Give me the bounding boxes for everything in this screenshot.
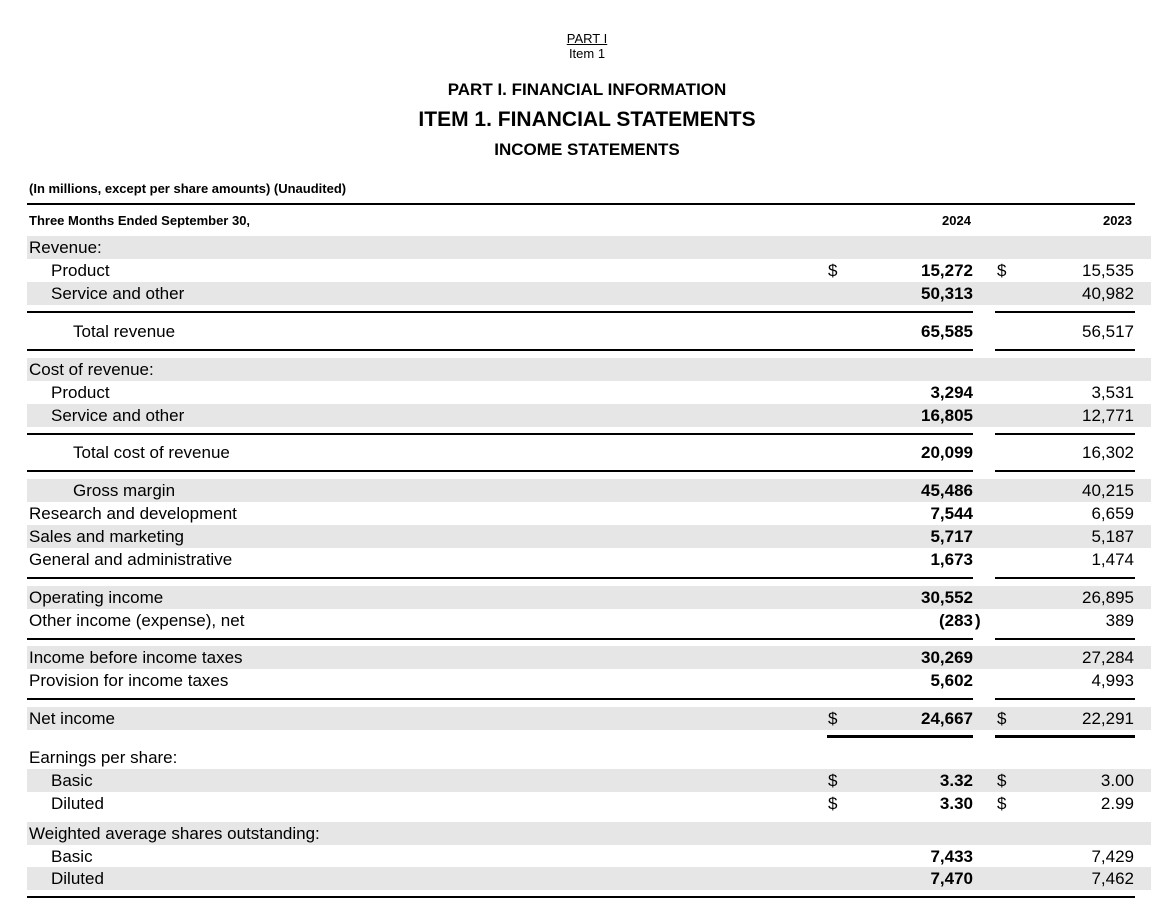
dollar-sign: $ [997, 794, 1007, 813]
row-eps-header [27, 746, 1151, 769]
rule [995, 698, 1135, 700]
value-2024: 5,602 [930, 671, 973, 690]
rule [27, 638, 973, 640]
dollar-sign: $ [997, 771, 1007, 790]
rule [995, 311, 1135, 313]
value-2024: 7,544 [930, 504, 973, 523]
units-note: (In millions, except per share amounts) (Unaudited) [29, 181, 347, 196]
row-label: Weighted average shares outstanding: [29, 824, 320, 843]
row-provision-taxes [27, 669, 1151, 692]
row-label: Other income (expense), net [29, 611, 245, 630]
row-label: Total cost of revenue [73, 443, 230, 462]
row-label: Earnings per share: [29, 748, 178, 767]
row-label: Product [51, 261, 110, 280]
row-label: Provision for income taxes [29, 671, 229, 690]
row-other-income [27, 609, 1151, 632]
part-label: PART I [566, 31, 608, 46]
value-2023: 1,474 [1091, 550, 1134, 569]
double-rule [827, 735, 973, 738]
dollar-sign: $ [828, 771, 838, 790]
value-2024: 45,486 [921, 481, 973, 500]
row-general-administrative [27, 548, 1151, 571]
row-label: Sales and marketing [29, 527, 184, 546]
row-label: Net income [29, 709, 115, 728]
dollar-sign: $ [828, 709, 838, 728]
row-label: Basic [51, 847, 93, 866]
row-eps-diluted [27, 792, 1151, 815]
row-cost-header [27, 358, 1151, 381]
value-2023: 56,517 [1082, 322, 1134, 341]
value-2023: 3.00 [1100, 771, 1134, 790]
value-2023: 3,531 [1091, 383, 1134, 402]
value-2023: 26,895 [1082, 588, 1134, 607]
double-rule [995, 735, 1135, 738]
row-label: Cost of revenue: [29, 360, 154, 379]
value-2023: 16,302 [1082, 443, 1134, 462]
row-shares-basic [27, 845, 1151, 868]
row-shares-header [27, 822, 1151, 845]
row-label: Service and other [51, 406, 185, 425]
rule [27, 349, 973, 351]
row-revenue-service [27, 282, 1151, 305]
row-label: Revenue: [29, 238, 102, 257]
value-2023: 40,982 [1082, 284, 1134, 303]
value-2024: 20,099 [921, 443, 973, 462]
row-label: Gross margin [73, 481, 176, 500]
rule-bottom [27, 896, 1135, 898]
row-total-revenue [27, 320, 1151, 343]
value-2024: 30,269 [921, 648, 973, 667]
row-revenue-header [27, 236, 1151, 259]
value-2024: (283 [938, 611, 973, 630]
value-2023: 22,291 [1082, 709, 1134, 728]
row-cost-service [27, 404, 1151, 427]
title-financial-information: PART I. FINANCIAL INFORMATION [447, 80, 727, 99]
value-2023: 4,993 [1091, 671, 1134, 690]
value-2023: 7,462 [1091, 869, 1134, 888]
row-label: Research and development [29, 504, 237, 523]
row-operating-income [27, 586, 1151, 609]
dollar-sign: $ [828, 794, 838, 813]
row-net-income [27, 707, 1151, 730]
dollar-sign: $ [997, 709, 1007, 728]
row-label: Income before income taxes [29, 648, 243, 667]
row-research-development [27, 502, 1151, 525]
rule [995, 577, 1135, 579]
rule [27, 470, 973, 472]
value-2024: 16,805 [921, 406, 973, 425]
row-gross-margin [27, 479, 1151, 502]
item-label: Item 1 [568, 46, 606, 61]
value-2024: 7,470 [930, 869, 973, 888]
value-2024: 3,294 [930, 383, 973, 402]
value-2023: 389 [1105, 611, 1134, 630]
value-2024: 50,313 [921, 284, 973, 303]
value-2023: 27,284 [1082, 648, 1134, 667]
value-2024: 5,717 [930, 527, 973, 546]
value-2024: 15,272 [921, 261, 973, 280]
paren-close: ) [975, 611, 981, 630]
column-2024: 2024 [942, 213, 971, 228]
row-label: Service and other [51, 284, 185, 303]
value-2023: 12,771 [1082, 406, 1134, 425]
row-cost-product [27, 381, 1151, 404]
value-2023: 7,429 [1091, 847, 1134, 866]
row-revenue-product [27, 259, 1151, 282]
rule [27, 311, 973, 313]
row-label: Total revenue [73, 322, 176, 341]
period-label: Three Months Ended September 30, [29, 213, 251, 228]
rule [995, 349, 1135, 351]
value-2024: 30,552 [921, 588, 973, 607]
value-2023: 5,187 [1091, 527, 1134, 546]
title-income-statements: INCOME STATEMENTS [494, 140, 680, 159]
rule [995, 638, 1135, 640]
dollar-sign: $ [997, 261, 1007, 280]
title-financial-statements: ITEM 1. FINANCIAL STATEMENTS [418, 108, 756, 131]
value-2024: 3.30 [939, 794, 973, 813]
row-label: Product [51, 383, 110, 402]
value-2024: 65,585 [921, 322, 973, 341]
rule [27, 433, 973, 435]
row-label: Basic [51, 771, 93, 790]
row-eps-basic [27, 769, 1151, 792]
row-shares-diluted [27, 867, 1151, 890]
rule [995, 433, 1135, 435]
row-income-before-taxes [27, 646, 1151, 669]
value-2023: 2.99 [1100, 794, 1134, 813]
rule-top [27, 203, 1135, 205]
row-total-cost [27, 441, 1151, 464]
value-2024: 24,667 [921, 709, 973, 728]
row-sales-marketing [27, 525, 1151, 548]
column-2023: 2023 [1103, 213, 1132, 228]
dollar-sign: $ [828, 261, 838, 280]
rule [995, 470, 1135, 472]
value-2024: 3.32 [939, 771, 973, 790]
value-2023: 6,659 [1091, 504, 1134, 523]
row-label: General and administrative [29, 550, 233, 569]
value-2024: 7,433 [930, 847, 973, 866]
row-label: Diluted [51, 794, 104, 813]
value-2024: 1,673 [930, 550, 973, 569]
value-2023: 40,215 [1082, 481, 1134, 500]
rule [27, 577, 973, 579]
row-label: Operating income [29, 588, 164, 607]
row-label: Diluted [51, 869, 104, 888]
value-2023: 15,535 [1082, 261, 1134, 280]
rule [27, 698, 973, 700]
